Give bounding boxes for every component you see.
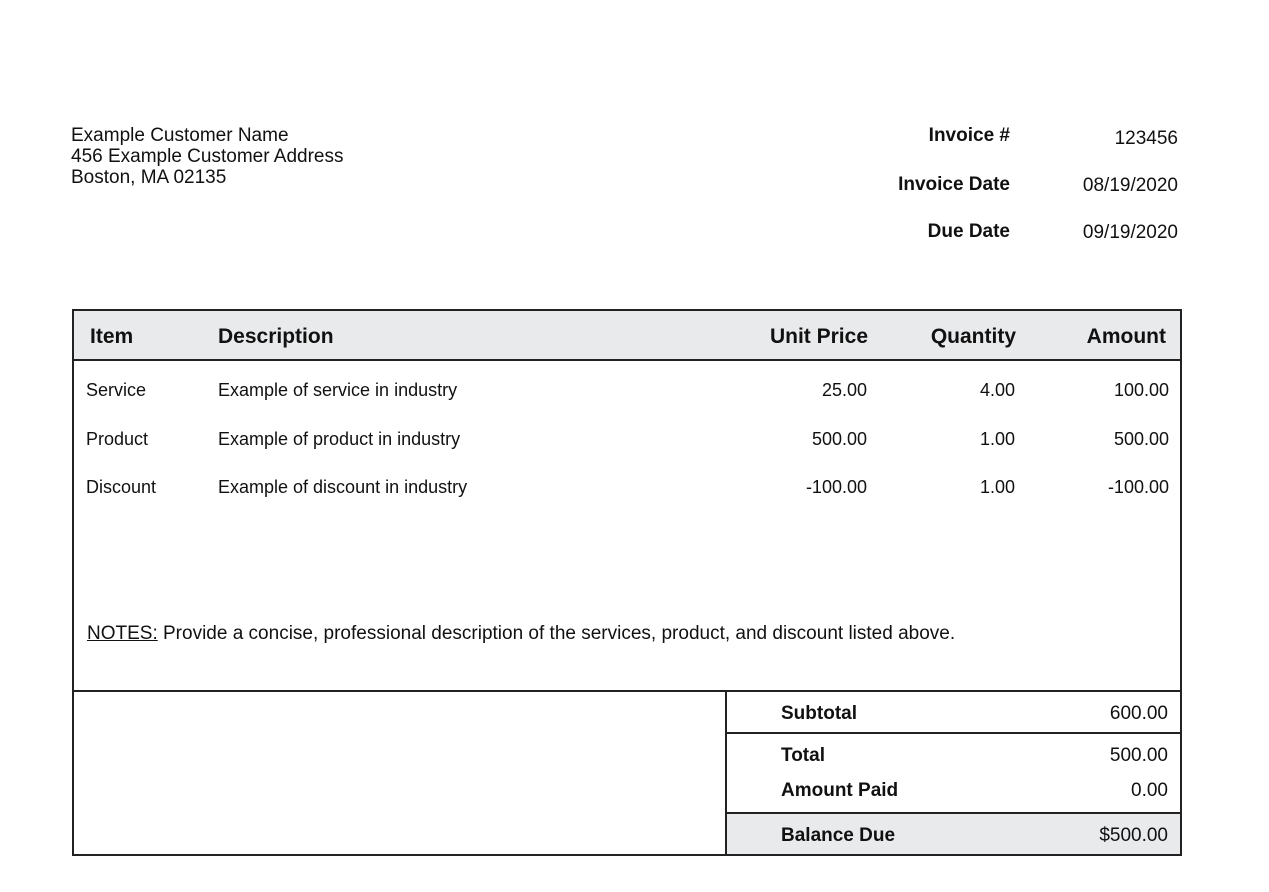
row-item: Product (86, 429, 149, 449)
invoice-date-label: Invoice Date (898, 174, 1010, 195)
notes-text: Provide a concise, professional description of the services, product, and discount listed above. (157, 623, 956, 644)
row-amount: 500.00 (1113, 429, 1169, 449)
row-quantity: 1.00 (979, 429, 1015, 449)
invoice-number-label: Invoice # (928, 125, 1010, 146)
header-description: Description (218, 325, 334, 348)
header-amount: Amount (1086, 325, 1166, 348)
row-amount: 100.00 (1113, 380, 1169, 400)
notes (87, 623, 955, 645)
invoice-number: 123456 (1114, 128, 1178, 149)
row-item: Service (86, 380, 147, 400)
subtotal-label: Subtotal (781, 703, 857, 724)
row-unit-price: -100.00 (805, 477, 867, 497)
subtotal-line (725, 732, 1180, 734)
due-date: 09/19/2020 (1082, 222, 1178, 243)
balance-due-label: Balance Due (781, 825, 896, 846)
total-label: Total (781, 745, 825, 766)
header-quantity: Quantity (930, 325, 1016, 348)
row-quantity: 4.00 (979, 380, 1015, 400)
amount-paid-value: 0.00 (1131, 780, 1168, 801)
row-amount: -100.00 (1107, 477, 1169, 497)
subtotal-value: 600.00 (1109, 703, 1168, 724)
header-item: Item (90, 325, 134, 348)
table-header (74, 311, 1180, 361)
due-date-label: Due Date (927, 221, 1010, 242)
invoice-date: 08/19/2020 (1082, 175, 1178, 196)
customer-city: Boston, MA 02135 (71, 167, 227, 188)
row-description: Example of product in industry (218, 429, 461, 449)
customer-block (71, 125, 343, 188)
table-separator (74, 690, 1180, 692)
invoice-table (72, 309, 1182, 856)
row-quantity: 1.00 (979, 477, 1015, 497)
row-description: Example of service in industry (218, 380, 458, 400)
customer-address: 456 Example Customer Address (71, 146, 344, 167)
total-value: 500.00 (1109, 745, 1168, 766)
header-unit-price: Unit Price (769, 325, 868, 348)
row-description: Example of discount in industry (218, 477, 468, 497)
notes-label: NOTES: (87, 623, 158, 644)
balance-due-value: $500.00 (1099, 825, 1168, 846)
row-item: Discount (86, 477, 157, 497)
row-unit-price: 500.00 (811, 429, 867, 449)
customer-name: Example Customer Name (71, 125, 289, 146)
row-unit-price: 25.00 (821, 380, 867, 400)
amount-paid-label: Amount Paid (781, 780, 899, 801)
